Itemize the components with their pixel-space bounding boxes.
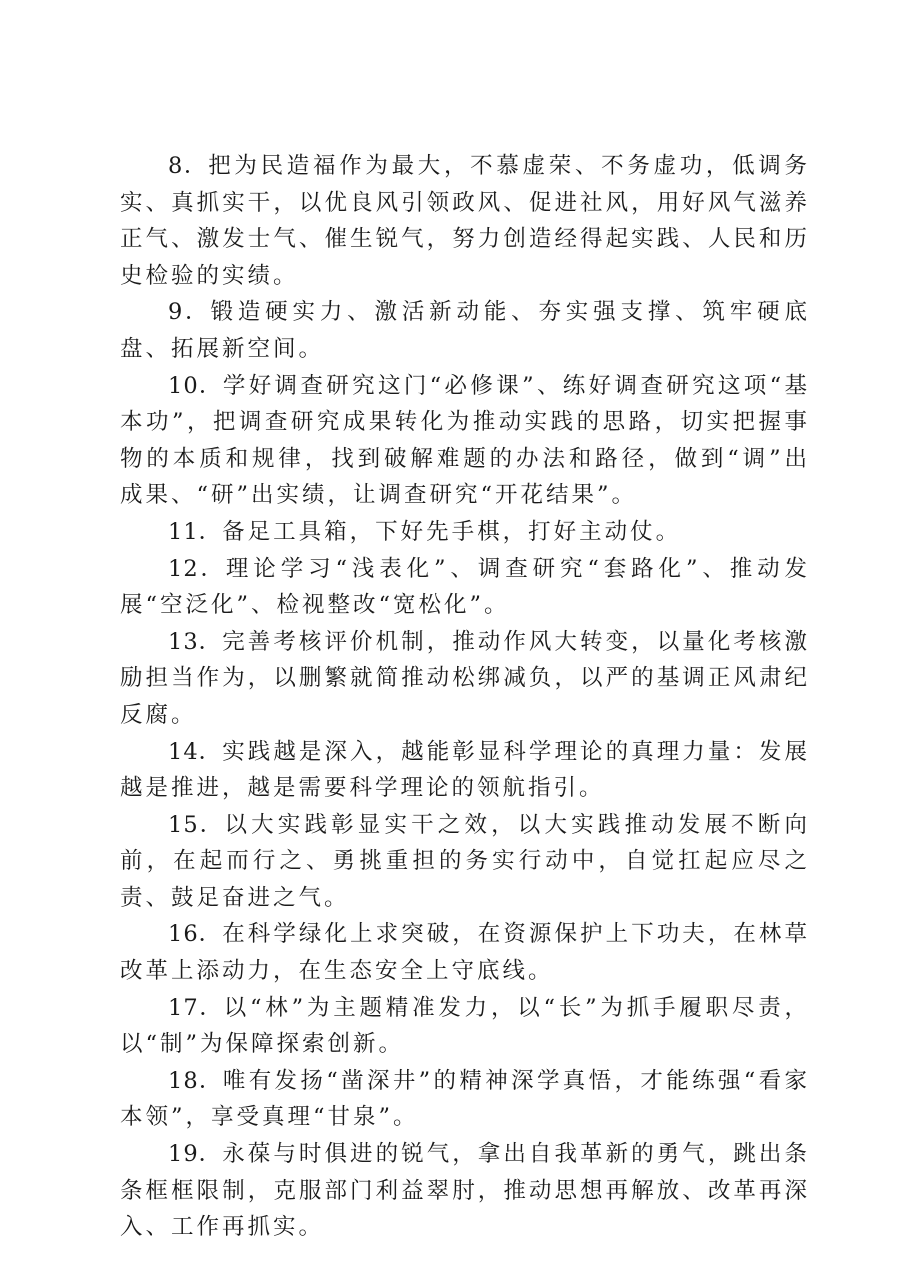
item-number: 15．: [168, 811, 225, 838]
item-number: 9．: [168, 299, 211, 326]
item-text: 实践越是深入，越能彰显科学理论的真理力量：发展越是推进，越是需要科学理论的领航指引。: [120, 738, 810, 802]
item-number: 19．: [168, 1141, 223, 1168]
list-item: [120, 916, 810, 989]
item-number: 18．: [168, 1067, 223, 1094]
item-number: 13．: [168, 628, 223, 655]
document-body: [120, 148, 810, 1246]
item-text: 唯有发扬“凿深井”的精神深学真悟，才能练强“看家本领”，享受真理“甘泉”。: [120, 1067, 810, 1131]
item-text: 以大实践彰显实干之效，以大实践推动发展不断向前，在起而行之、勇挑重担的务实行动中，自觉扛起应尽之责、鼓足奋进之气。: [120, 811, 810, 911]
item-number: 8．: [168, 153, 209, 179]
item-text: 以“林”为主题精准发力，以“长”为抓手履职尽责，以“制”为保障探索创新。: [120, 994, 810, 1058]
item-text: 理论学习“浅表化”、调查研究“套路化”、推动发展“空泛化”、检视整改“宽松化”。: [120, 555, 810, 619]
list-item: [120, 1136, 810, 1246]
item-text: 永葆与时俱进的锐气，拿出自我革新的勇气，跳出条条框框限制，克服部门利益翠肘，推动思想再解放、改革再深入、工作再抓实。: [120, 1141, 810, 1241]
list-item: [120, 624, 810, 734]
list-item: [120, 368, 810, 514]
item-number: 12．: [168, 555, 226, 582]
item-number: 10．: [168, 372, 223, 399]
item-text: 锻造硬实力、激活新动能、夯实强支撑、筑牢硬底盘、拓展新空间。: [120, 299, 810, 362]
list-item: [120, 294, 810, 367]
list-item: [120, 807, 810, 917]
item-text: 学好调查研究这门“必修课”、练好调查研究这项“基本功”，把调查研究成果转化为推动实践的思路，切实把握事物的本质和规律，找到破解难题的办法和路径，做到“调”出成果、“研”出实绩，让调查研究“开花结果”。: [120, 372, 810, 509]
item-number: 14．: [168, 738, 223, 765]
list-item: [120, 990, 810, 1063]
list-item: [120, 734, 810, 807]
list-item: [120, 148, 810, 294]
list-item: [120, 514, 810, 551]
item-text: 备足工具箱，下好先手棋，打好主动仗。: [222, 518, 682, 545]
item-text: 在科学绿化上求突破，在资源保护上下功夫，在林草改革上添动力，在生态安全上守底线。: [120, 921, 810, 985]
item-number: 16．: [168, 921, 223, 948]
list-item: [120, 551, 810, 624]
item-number: 11．: [168, 518, 223, 545]
item-text: 把为民造福作为最大，不慕虚荣、不务虚功，低调务实、真抓实干，以优良风引领政风、促进社风，用好风气滋养正气、激发士气、催生锐气，努力创造经得起实践、人民和历史检验的实绩。: [120, 153, 810, 289]
item-number: 17．: [168, 994, 224, 1021]
item-text: 完善考核评价机制，推动作风大转变，以量化考核激励担当作为，以删繁就简推动松绑减负，以严的基调正风肃纪反腐。: [120, 628, 810, 728]
list-item: [120, 1063, 810, 1136]
